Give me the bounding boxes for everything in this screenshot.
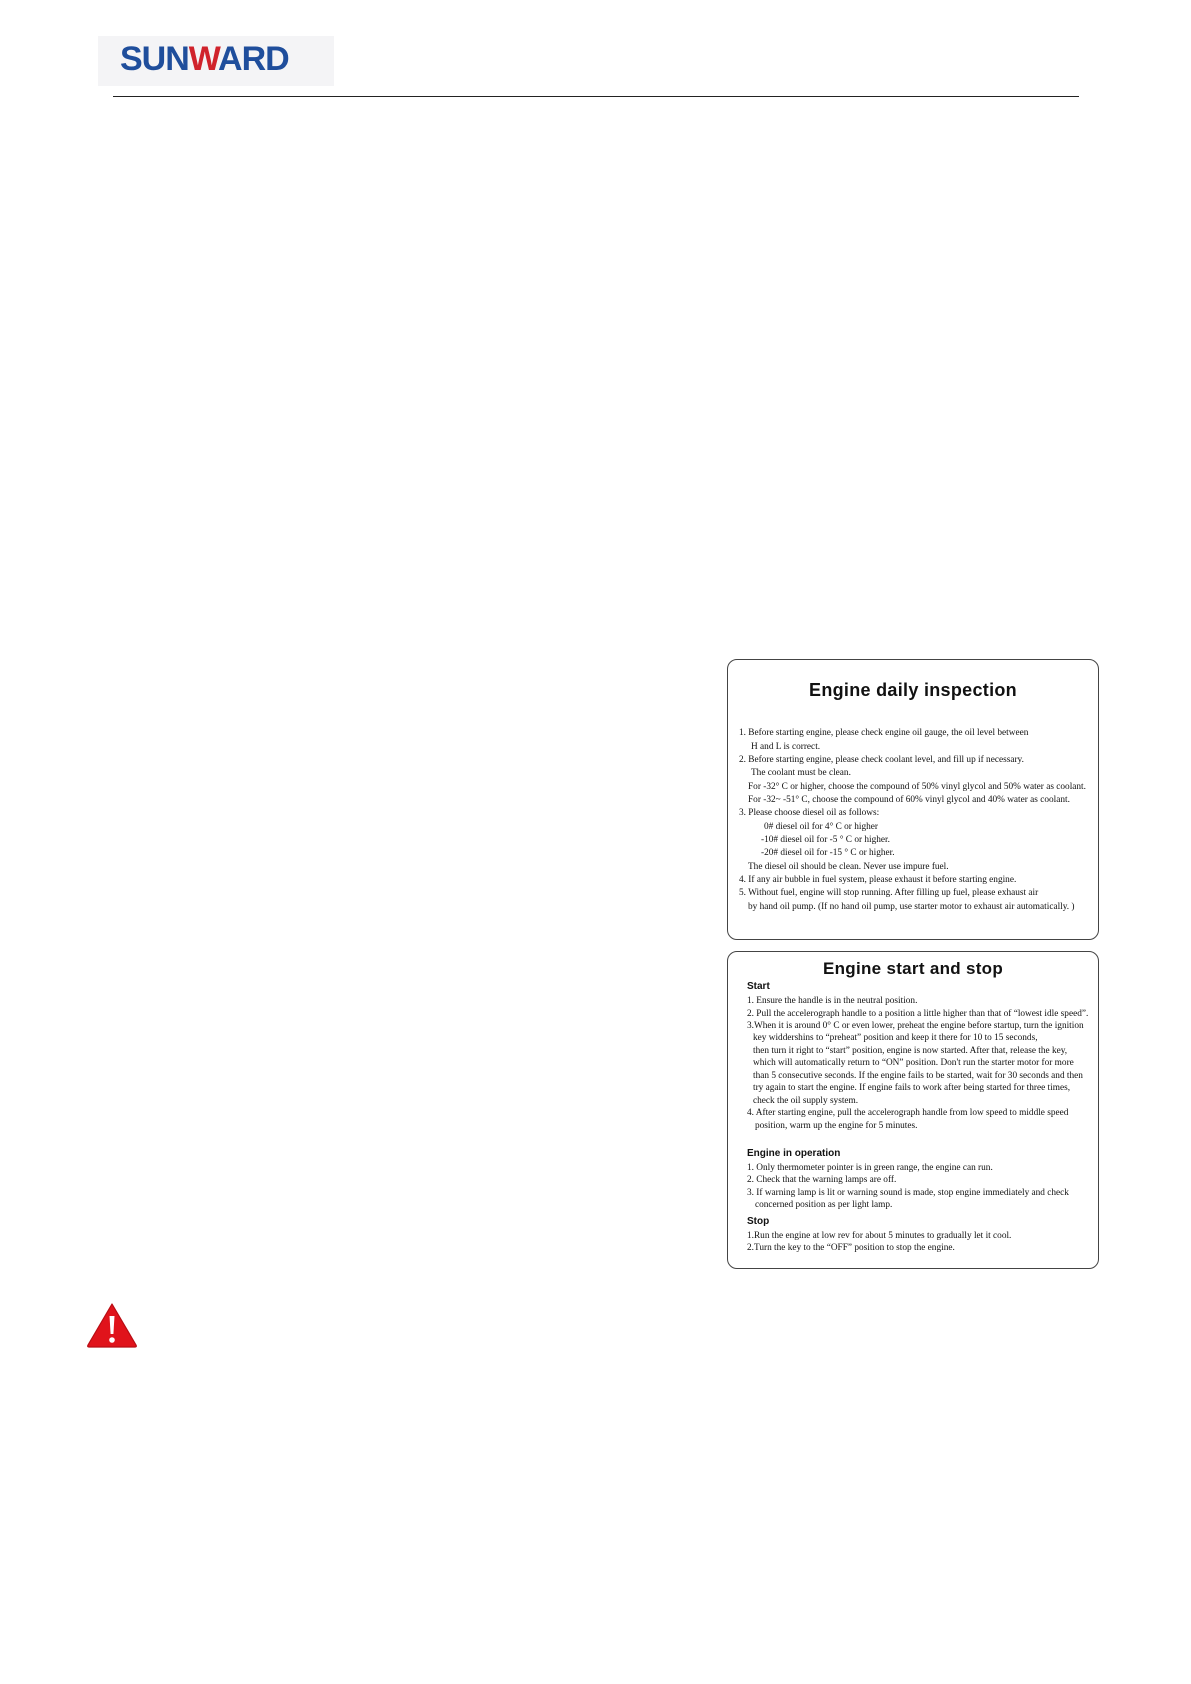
sunward-logo (98, 36, 334, 86)
list-item: 2. Before starting engine, please check coolant level, and fill up if necessary. (739, 755, 1024, 765)
list-item: 1. Only thermometer pointer is in green range, the engine can run. (747, 1163, 993, 1173)
list-item: -10# diesel oil for -5 ° C or higher. (761, 835, 890, 845)
list-item: 0# diesel oil for 4° C or higher (764, 822, 878, 832)
list-item: -20# diesel oil for -15 ° C or higher. (761, 848, 895, 858)
logo-wordmark: SUNWARD (120, 40, 289, 78)
list-item: 3.When it is around 0° C or even lower, preheat the engine before startup, turn the ignition (747, 1021, 1084, 1031)
list-item: 4. After starting engine, pull the accelerograph handle from low speed to middle speed (747, 1108, 1069, 1118)
list-item: 1.Run the engine at low rev for about 5 minutes to gradually let it cool. (747, 1231, 1012, 1241)
list-item: 4. If any air bubble in fuel system, please exhaust it before starting engine. (739, 875, 1017, 885)
section-heading-operation: Engine in operation (747, 1148, 841, 1159)
list-item: than 5 consecutive seconds. If the engine fails to be started, wait for 30 seconds and then (753, 1071, 1083, 1081)
list-item: 5. Without fuel, engine will stop running. After filling up fuel, please exhaust air (739, 888, 1039, 898)
section-heading-start: Start (747, 981, 770, 992)
card-title: Engine daily inspection (809, 680, 1017, 700)
list-item: 3. If warning lamp is lit or warning sound is made, stop engine immediately and check (747, 1188, 1069, 1198)
list-item: check the oil supply system. (753, 1096, 859, 1106)
list-item: 1. Before starting engine, please check engine oil gauge, the oil level between (739, 728, 1029, 738)
list-item: For -32~ -51° C, choose the compound of 60% vinyl glycol and 40% water as coolant. (748, 795, 1070, 805)
list-item: 1. Ensure the handle is in the neutral position. (747, 996, 918, 1006)
list-item: by hand oil pump. (If no hand oil pump, use starter motor to exhaust air automatically. ) (748, 902, 1075, 912)
list-item: try again to start the engine. If engine fails to work after being started for three times, (753, 1083, 1071, 1093)
list-item: which will automatically return to “ON” position. Don't run the starter motor for more (753, 1058, 1074, 1068)
warning-triangle-icon (86, 1302, 138, 1348)
list-item: then turn it right to “start” position, engine is now started. After that, release the key, (753, 1046, 1068, 1056)
list-item: For -32° C or higher, choose the compound of 50% vinyl glycol and 50% water as coolant. (748, 782, 1086, 792)
header-divider (113, 96, 1079, 97)
list-item: 3. Please choose diesel oil as follows: (739, 808, 880, 818)
section-heading-stop: Stop (747, 1216, 770, 1227)
list-item: 2.Turn the key to the “OFF” position to stop the engine. (747, 1243, 955, 1253)
engine-daily-inspection-label (727, 659, 1099, 940)
list-item: 2. Check that the warning lamps are off. (747, 1175, 897, 1185)
list-item: 2. Pull the accelerograph handle to a position a little higher than that of “lowest idle speed”. (747, 1009, 1089, 1019)
engine-start-stop-label (727, 951, 1099, 1269)
list-item: position, warm up the engine for 5 minutes. (755, 1121, 918, 1131)
list-item: The diesel oil should be clean. Never use impure fuel. (748, 862, 949, 872)
card-title: Engine start and stop (822, 959, 1004, 978)
list-item: concerned position as per light lamp. (755, 1200, 893, 1210)
list-item: key widdershins to “preheat” position and keep it there for 10 to 15 seconds, (753, 1033, 1038, 1043)
list-item: The coolant must be clean. (751, 768, 851, 778)
list-item: H and L is correct. (751, 742, 821, 752)
